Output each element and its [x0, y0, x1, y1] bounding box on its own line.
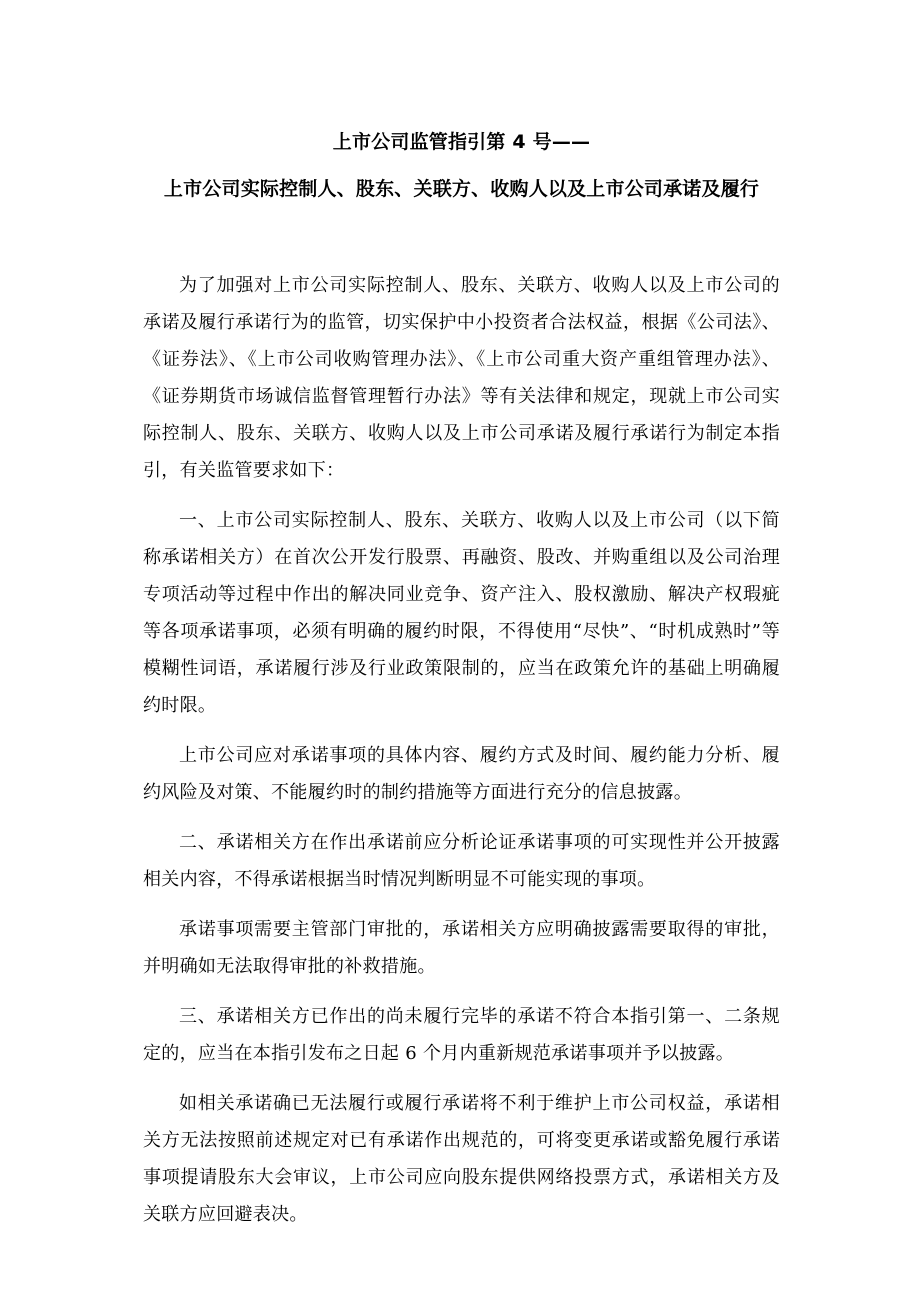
paragraph-article-3: 三、承诺相关方已作出的尚未履行完毕的承诺不符合本指引第一、二条规定的，应当在本指引发布之日起 6 个月内重新规范承诺事项并予以披露。 — [143, 1006, 780, 1064]
paragraph-article-2-approval: 承诺事项需要主管部门审批的，承诺相关方应明确披露需要取得的审批，并明确如无法取得审批的补救措施。 — [143, 919, 780, 977]
document-title-line-1: 上市公司监管指引第 4 号—— — [332, 131, 591, 153]
paragraph-article-1-disclosure: 上市公司应对承诺事项的具体内容、履约方式及时间、履约能力分析、履约风险及对策、不能履约时的制约措施等方面进行充分的信息披露。 — [143, 745, 780, 803]
paragraph-article-1: 一、上市公司实际控制人、股东、关联方、收购人以及上市公司（以下简称承诺相关方）在首次公开发行股票、再融资、股改、并购重组以及公司治理专项活动等过程中作出的解决同业竞争、资产注入、股权激励、解决产权瑕疵等各项承诺事项，必须有明确的履约时限，不得使用“尽快”、“时机成熟时”等模糊性词语，承诺履行涉及行业政策限制的，应当在政策允许的基础上明确履约时限。 — [143, 510, 780, 716]
document-title-line-2: 上市公司实际控制人、股东、关联方、收购人以及上市公司承诺及履行 — [163, 178, 760, 200]
paragraph-article-3-change: 如相关承诺确已无法履行或履行承诺将不利于维护上市公司权益，承诺相关方无法按照前述规定对已有承诺作出规范的，可将变更承诺或豁免履行承诺事项提请股东大会审议，上市公司应向股东提供网络投票方式，承诺相关方及关联方应回避表决。 — [143, 1093, 780, 1225]
paragraph-intro: 为了加强对上市公司实际控制人、股东、关联方、收购人以及上市公司的承诺及履行承诺行为的监管，切实保护中小投资者合法权益，根据《公司法》、《证券法》、《上市公司收购管理办法》、《上市公司重大资产重组管理办法》、《证券期货市场诚信监督管理暂行办法》等有关法律和规定，现就上市公司实际控制人、股东、关联方、收购人以及上市公司承诺及履行承诺行为制定本指引，有关监管要求如下： — [143, 275, 780, 481]
paragraph-article-2: 二、承诺相关方在作出承诺前应分析论证承诺事项的可实现性并公开披露相关内容，不得承诺根据当时情况判断明显不可能实现的事项。 — [143, 832, 780, 890]
